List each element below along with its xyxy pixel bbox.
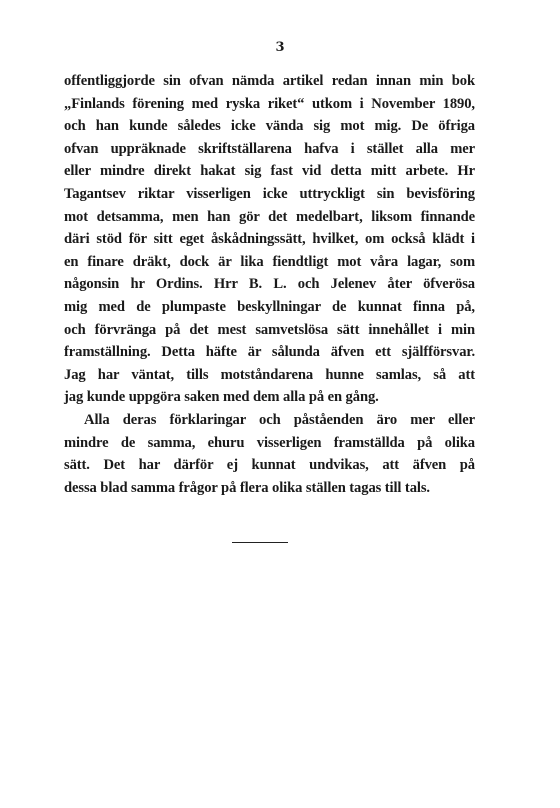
section-divider: [232, 542, 288, 543]
text-line: Alla deras förklaringar och påståenden äro mer eller: [84, 411, 475, 428]
text-line: Jag har väntat, tills motståndarena hunne samlas, så att: [64, 366, 475, 383]
text-line: ofvan uppräknade skriftställarena hafva i stället alla mer: [64, 140, 475, 157]
text-line: „Finlands förening med ryska riket“ utkom i November 1890,: [64, 95, 475, 112]
text-line: mindre de samma, ehuru visserligen framställda på olika: [64, 434, 475, 451]
text-line: sätt. Det har därför ej kunnat undvikas, att äfven på: [64, 457, 475, 474]
text-line: eller mindre direkt hakat sig fast vid detta mitt arbete. Hr: [64, 163, 475, 180]
text-line: jag kunde uppgöra saken med dem alla på en gång.: [64, 389, 379, 406]
text-line: mig med de plumpaste beskyllningar de kunnat finna på,: [64, 298, 475, 315]
text-line: mot detsamma, men han gör det medelbart, liksom finnande: [64, 208, 475, 225]
body-text: [64, 70, 475, 499]
text-line: Tagantsev riktar visserligen icke uttryckligt sin bevisföring: [64, 185, 475, 202]
text-line: och han kunde således icke vända sig mot mig. De öfriga: [64, 118, 475, 135]
text-line: framställning. Detta häfte är sålunda äfven ett själfförsvar.: [64, 344, 475, 361]
text-line: dessa blad samma frågor på flera olika ställen tagas till tals.: [64, 479, 430, 496]
text-line: däri stöd för sitt eget åskådningssätt, hvilket, om också klädt i: [64, 231, 475, 248]
text-line: någonsin hr Ordins. Hrr B. L. och Jelenev åter öfverösa: [64, 276, 475, 293]
page-number: 3: [275, 40, 285, 55]
text-line: och förvränga på det mest samvetslösa sätt innehållet i min: [64, 321, 475, 338]
text-line: en finare dräkt, dock är lika fiendtligt mot våra lagar, som: [64, 253, 475, 270]
text-line: offentliggjorde sin ofvan nämda artikel redan innan min bok: [64, 73, 475, 89]
